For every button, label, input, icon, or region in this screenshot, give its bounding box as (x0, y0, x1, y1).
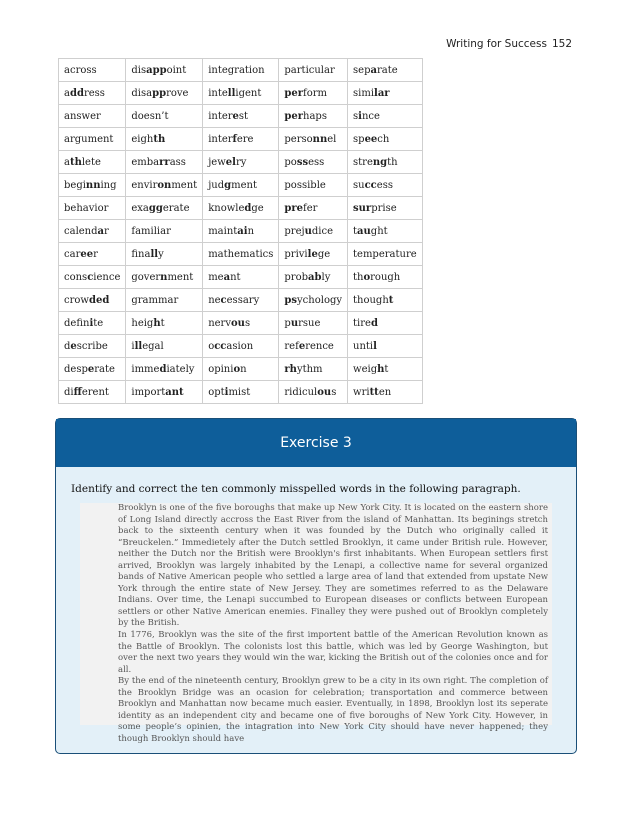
word-part: ythm (296, 363, 323, 375)
word-part: n (240, 363, 247, 375)
word-part: st (238, 110, 249, 122)
word-part: s (353, 110, 359, 122)
word-part: inte (208, 87, 228, 99)
word-cell (126, 197, 203, 220)
word-part: particular (284, 64, 335, 76)
running-header-title: Writing for Success (446, 38, 547, 50)
word-part: imme (131, 363, 160, 375)
word-part: t (160, 317, 165, 329)
word-row (59, 82, 423, 105)
word-part: lete (81, 156, 101, 168)
word-part: rate (376, 64, 398, 76)
word-part: o (208, 340, 215, 352)
word-cell (279, 335, 348, 358)
word-part: essary (226, 294, 260, 306)
word-part: behavior (64, 202, 109, 214)
word-bold-part: rr (159, 156, 170, 168)
word-bold-part: ff (73, 386, 82, 398)
word-cell (348, 289, 423, 312)
word-part: s (331, 386, 337, 398)
word-part: defin (64, 317, 90, 329)
word-table-body (59, 59, 423, 404)
word-part: a (64, 87, 70, 99)
word-part: t (384, 363, 389, 375)
word-part: grammar (131, 294, 179, 306)
word-cell (348, 312, 423, 335)
word-bold-part: d (370, 317, 378, 329)
word-cell (279, 381, 348, 404)
word-cell (203, 266, 279, 289)
word-part: inter (208, 133, 233, 145)
word-part: ience (93, 271, 121, 283)
word-cell (348, 151, 423, 174)
word-cell (279, 174, 348, 197)
word-bold-part: e (298, 340, 306, 352)
word-part: s (244, 317, 251, 329)
word-bold-part: a (97, 225, 105, 237)
word-cell (279, 358, 348, 381)
word-row (59, 312, 423, 335)
word-cell (126, 289, 203, 312)
word-row (59, 59, 423, 82)
word-part: rence (305, 340, 334, 352)
word-part: nce (361, 110, 380, 122)
word-part: opt (208, 386, 225, 398)
word-bold-part: e (70, 340, 77, 352)
word-part: n (247, 225, 255, 237)
word-cell (203, 128, 279, 151)
word-bold-part: ant (165, 386, 184, 398)
word-part: though (353, 294, 389, 306)
word-part: th (387, 156, 398, 168)
word-part: nerv (208, 317, 231, 329)
word-bold-part: u (304, 225, 312, 237)
word-part: ridicul (284, 386, 318, 398)
word-bold-part: le (307, 248, 318, 260)
word-cell (348, 243, 423, 266)
word-row (59, 197, 423, 220)
word-part: sp (353, 133, 365, 145)
word-part: ere (236, 133, 254, 145)
word-part: knowle (208, 202, 245, 214)
word-bold-part: ll (150, 248, 159, 260)
word-cell (59, 174, 126, 197)
word-cell (203, 59, 279, 82)
word-part: stre (353, 156, 373, 168)
word-bold-part: cc (364, 179, 377, 191)
word-bold-part: n (160, 271, 168, 283)
word-bold-part: a (370, 64, 377, 76)
word-cell (279, 82, 348, 105)
word-cell (203, 289, 279, 312)
word-bold-part: ll (227, 87, 236, 99)
word-part: oint (166, 64, 187, 76)
word-bold-part: nn (85, 179, 101, 191)
word-cell (203, 381, 279, 404)
running-header (446, 38, 572, 50)
word-bold-part: l (373, 340, 377, 352)
word-part: heig (131, 317, 154, 329)
word-part: scribe (76, 340, 108, 352)
word-part: r (104, 225, 109, 237)
word-part: erent (81, 386, 109, 398)
word-part: ry (235, 156, 247, 168)
word-cell (279, 59, 348, 82)
word-bold-part: au (357, 225, 371, 237)
word-bold-part: el (225, 156, 236, 168)
word-bold-part: e (87, 363, 95, 375)
word-part: prob (284, 271, 309, 283)
word-bold-part: o (363, 271, 371, 283)
word-part: r (93, 248, 98, 260)
word-part: ge (317, 248, 331, 260)
word-bold-part: app (146, 64, 167, 76)
word-part: prej (284, 225, 305, 237)
word-bold-part: h (153, 317, 161, 329)
word-cell (126, 381, 203, 404)
passage-text (118, 503, 552, 745)
word-part: import (131, 386, 166, 398)
word-part: ess (308, 156, 325, 168)
word-cell (203, 335, 279, 358)
word-cell (59, 381, 126, 404)
word-cell (59, 220, 126, 243)
word-part: rough (370, 271, 401, 283)
word-cell (279, 289, 348, 312)
word-row (59, 128, 423, 151)
word-bold-part: ded (88, 294, 110, 306)
word-bold-part: ps (284, 294, 298, 306)
word-part: ref (284, 340, 299, 352)
word-bold-part: h (377, 363, 385, 375)
word-cell (279, 105, 348, 128)
word-part: el (327, 133, 337, 145)
word-bold-part: rh (284, 363, 297, 375)
word-cell (126, 151, 203, 174)
word-bold-part: ab (308, 271, 322, 283)
word-bold-part: tt (369, 386, 379, 398)
word-part: di (64, 386, 74, 398)
word-part: ght (370, 225, 388, 237)
word-bold-part: on (157, 179, 172, 191)
word-part: possible (284, 179, 326, 191)
exercise-instruction: Identify and correct the ten commonly misspelled words in the following paragraph. (71, 483, 521, 495)
word-cell (279, 243, 348, 266)
word-part: asion (226, 340, 254, 352)
word-cell (59, 128, 126, 151)
word-cell (279, 197, 348, 220)
word-row (59, 220, 423, 243)
word-cell (126, 266, 203, 289)
word-part: doesn’t (131, 110, 169, 122)
word-part: eigh (131, 133, 154, 145)
word-bold-part: f (232, 133, 237, 145)
word-cell (126, 358, 203, 381)
word-part: privi (284, 248, 308, 260)
word-bold-part: gg (148, 202, 163, 214)
word-part: me (208, 271, 224, 283)
word-cell (203, 243, 279, 266)
word-part: emba (131, 156, 160, 168)
word-part: integration (208, 64, 265, 76)
word-bold-part: c (220, 294, 227, 306)
word-part: ess (376, 179, 393, 191)
word-cell (279, 266, 348, 289)
word-part: jew (208, 156, 226, 168)
word-part: familiar (131, 225, 171, 237)
word-bold-part: ll (134, 340, 143, 352)
word-cell (203, 151, 279, 174)
word-bold-part: ou (230, 317, 245, 329)
word-cell (126, 128, 203, 151)
word-cell (203, 358, 279, 381)
word-bold-part: pre (284, 202, 304, 214)
word-part: dis (131, 64, 147, 76)
word-cell (348, 174, 423, 197)
word-bold-part: ee (364, 133, 378, 145)
word-part: rsue (298, 317, 321, 329)
word-bold-part: cc (214, 340, 227, 352)
word-part: cons (64, 271, 88, 283)
word-cell (203, 105, 279, 128)
word-bold-part: ai (237, 225, 248, 237)
word-part: th (353, 271, 364, 283)
word-part: ass (169, 156, 186, 168)
word-cell (348, 358, 423, 381)
word-cell (59, 105, 126, 128)
word-cell (59, 358, 126, 381)
word-part: maint (208, 225, 238, 237)
passage-paragraph-3: By the end of the nineteenth century, Brooklyn grew to be a city in its own right. The completion of the Brooklyn Bridge was an ocasion for celebration; transportation and commerce between Brooklyn and Manhattan now became much easier. Eventually, in 1898, Brooklyn lost its seperate identity as an independent city and became one of five boroughs of New York City. However, in some people’s opinien, the intagration into New York City should have never happened; they though Brooklyn should have (118, 676, 548, 744)
word-row (59, 335, 423, 358)
word-part: fina (131, 248, 151, 260)
word-cell (348, 381, 423, 404)
word-part: sep (353, 64, 371, 76)
word-bold-part: a (223, 271, 231, 283)
word-part: mist (228, 386, 251, 398)
word-bold-part: ou (317, 386, 332, 398)
word-part: calend (64, 225, 98, 237)
word-row (59, 243, 423, 266)
word-cell (279, 128, 348, 151)
word-bold-part: per (284, 110, 304, 122)
word-part: ment (167, 271, 194, 283)
word-bold-part: lar (374, 87, 390, 99)
word-bold-part: d (244, 202, 252, 214)
word-bold-part: o (233, 363, 241, 375)
word-cell (126, 312, 203, 335)
word-cell (59, 312, 126, 335)
word-part: form (303, 87, 328, 99)
word-cell (126, 243, 203, 266)
word-cell (348, 105, 423, 128)
word-bold-part: th (69, 156, 82, 168)
word-cell (59, 59, 126, 82)
exercise-title: Exercise 3 (280, 435, 352, 451)
exercise-header (56, 419, 576, 467)
word-bold-part: u (290, 317, 299, 329)
word-part: mathematics (208, 248, 274, 260)
word-part: dice (311, 225, 334, 237)
word-part: a (64, 156, 70, 168)
passage-paragraph-1: Brooklyn is one of the five boroughs that make up New York City. It is located on the eastern shore of Long Island directly accross the East River from the island of Manhattan. Its beginings stretch back to the sixteenth century when it was founded by the Dutch who originally called it “Breuckelen.” Immedietely after the Dutch settled Brooklyn, it came under British rule. However, neither the Dutch nor the British were Brooklyn's first inhabitants. When European settlers first arrived, Brooklyn was largely inhabited by the Lenapi, a collective name for several organized bands of Native American people who settled a large area of land that extended from upstate New York through the entire state of New Jersey. They are sometimes referred to as the Delaware Indians. Over time, the Lenapi succumbed to European diseases or conflicts between European settlers or other Native American enemies. Finalley they were pushed out of Brooklyn completely by the British. (118, 503, 548, 629)
word-part: d (64, 340, 71, 352)
word-bold-part: g (224, 179, 232, 191)
word-part: simi (353, 87, 375, 99)
word-cell (348, 220, 423, 243)
word-part: iately (166, 363, 195, 375)
word-part: fer (303, 202, 318, 214)
word-bold-part: i (89, 317, 94, 329)
word-bold-part: dd (69, 87, 84, 99)
word-cell (59, 266, 126, 289)
word-part: exa (131, 202, 149, 214)
word-part: unti (353, 340, 374, 352)
word-part: disa (131, 87, 153, 99)
word-cell (348, 82, 423, 105)
passage-paragraph-2: In 1776, Brooklyn was the site of the first importent battle of the American Revolution known as the Battle of Brooklyn. The colonists lost this battle, which was led by George Washington, but over the next two years they would win the war, kicking the British out of the colonies once and for all. (118, 630, 548, 675)
word-part: opini (208, 363, 234, 375)
word-cell (279, 312, 348, 335)
word-cell (59, 243, 126, 266)
word-bold-part: ng (372, 156, 388, 168)
word-bold-part: c (87, 271, 94, 283)
word-cell (126, 82, 203, 105)
word-bold-part: t (388, 294, 394, 306)
word-row (59, 151, 423, 174)
word-bold-part: ee (80, 248, 94, 260)
word-part: nt (230, 271, 241, 283)
word-part: gover (131, 271, 161, 283)
word-part: ne (208, 294, 221, 306)
word-part: temperature (353, 248, 417, 260)
word-part: p (284, 317, 291, 329)
word-part: across (64, 64, 97, 76)
word-part: ch (377, 133, 390, 145)
word-part: po (284, 156, 297, 168)
word-part: t (353, 225, 358, 237)
word-part: argument (64, 133, 114, 145)
word-part: rate (94, 363, 115, 375)
word-part: su (353, 179, 365, 191)
word-bold-part: i (358, 110, 362, 122)
word-row (59, 289, 423, 312)
word-part: wri (353, 386, 370, 398)
word-part: ress (83, 87, 105, 99)
word-cell (126, 335, 203, 358)
word-part: te (93, 317, 104, 329)
word-part: crow (64, 294, 89, 306)
word-cell (59, 335, 126, 358)
word-cell (348, 266, 423, 289)
word-cell (203, 220, 279, 243)
word-part: ly (321, 271, 331, 283)
word-part: ychology (297, 294, 343, 306)
word-row (59, 381, 423, 404)
word-row (59, 105, 423, 128)
word-part: weig (353, 363, 378, 375)
exercise-passage (80, 503, 552, 744)
word-part: egal (142, 340, 164, 352)
word-part: answer (64, 110, 101, 122)
word-row (59, 358, 423, 381)
word-part: ment (231, 179, 257, 191)
word-part: inter (208, 110, 233, 122)
word-cell (126, 59, 203, 82)
word-bold-part: per (284, 87, 304, 99)
word-bold-part: e (232, 110, 239, 122)
word-cell (203, 82, 279, 105)
word-cell (348, 59, 423, 82)
word-part: rove (166, 87, 189, 99)
word-part: y (158, 248, 164, 260)
word-part: i (131, 340, 135, 352)
word-cell (348, 197, 423, 220)
word-cell (203, 312, 279, 335)
word-bold-part: i (224, 386, 229, 398)
commonly-misspelled-words-table (58, 58, 423, 404)
word-part: igent (235, 87, 262, 99)
word-part: ing (100, 179, 117, 191)
word-bold-part: sur (353, 202, 372, 214)
word-row (59, 174, 423, 197)
exercise-box (55, 418, 577, 754)
word-bold-part: d (159, 363, 167, 375)
word-bold-part: ss (296, 156, 309, 168)
word-cell (126, 220, 203, 243)
word-part: ge (251, 202, 264, 214)
word-cell (203, 197, 279, 220)
word-cell (348, 128, 423, 151)
word-cell (59, 82, 126, 105)
word-cell (126, 174, 203, 197)
word-cell (59, 151, 126, 174)
word-bold-part: nn (312, 133, 328, 145)
word-cell (279, 220, 348, 243)
word-cell (59, 289, 126, 312)
word-cell (279, 151, 348, 174)
word-part: prise (371, 202, 397, 214)
word-part: erate (162, 202, 190, 214)
word-part: tire (353, 317, 371, 329)
word-part: begi (64, 179, 86, 191)
word-cell (126, 105, 203, 128)
word-cell (59, 197, 126, 220)
word-cell (348, 335, 423, 358)
word-bold-part: pp (152, 87, 167, 99)
word-row (59, 266, 423, 289)
word-part: jud (208, 179, 225, 191)
word-bold-part: th (153, 133, 166, 145)
word-part: desp (64, 363, 88, 375)
word-part: en (378, 386, 392, 398)
word-part: car (64, 248, 81, 260)
word-cell (203, 174, 279, 197)
word-part: haps (303, 110, 327, 122)
word-part: envir (131, 179, 158, 191)
word-part: ment (171, 179, 198, 191)
page-number: 152 (551, 38, 572, 50)
word-part: perso (284, 133, 313, 145)
